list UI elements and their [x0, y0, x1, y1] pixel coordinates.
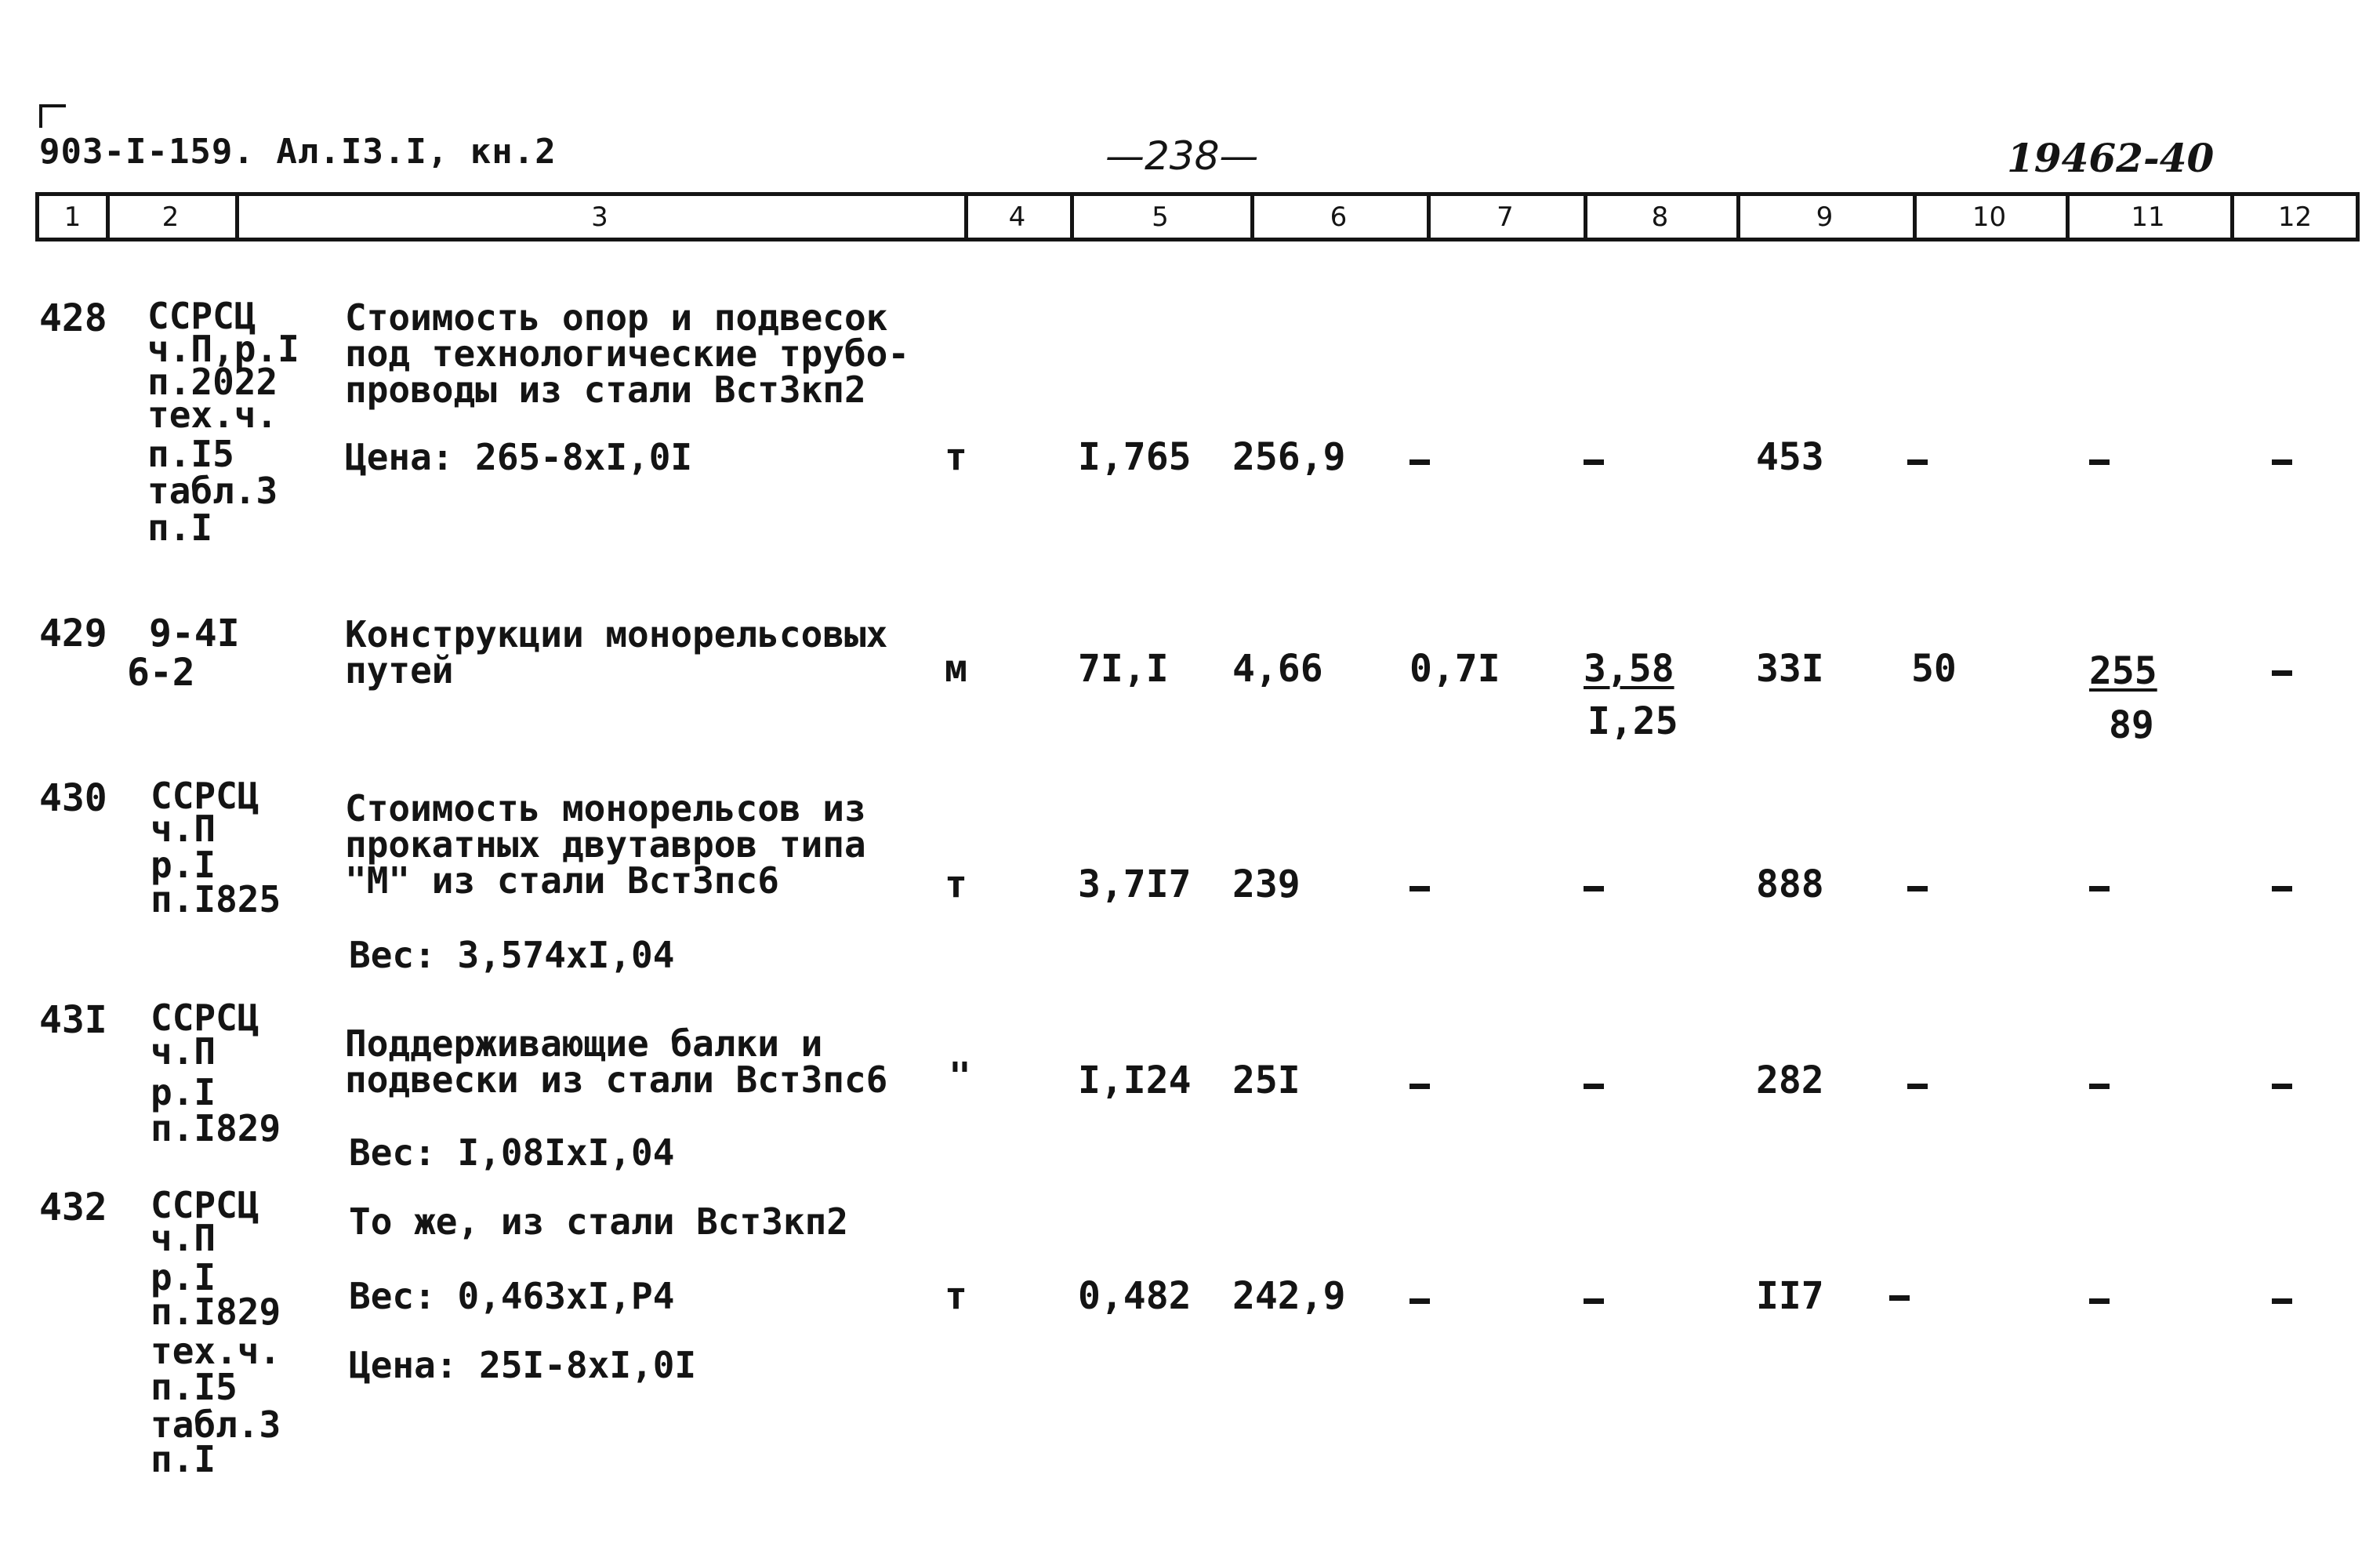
item-name-line: путей	[345, 649, 454, 692]
dash	[2089, 1298, 2110, 1304]
column-number: 11	[2131, 201, 2165, 233]
dash	[1409, 886, 1430, 891]
dash	[1584, 1298, 1604, 1304]
dash	[1409, 1298, 1430, 1304]
reference-line: п.I825	[151, 878, 281, 920]
item-note: Вес: I,08IхI,04	[349, 1131, 675, 1174]
row-number: 43I	[39, 998, 107, 1042]
dash	[1907, 1084, 1928, 1089]
document-code: 903-I-159. Ал.I3.I, кн.2	[39, 132, 557, 172]
quantity: I,765	[1078, 435, 1192, 479]
item-note: Вес: 3,574хI,04	[349, 934, 675, 976]
item-name-line: Конструкции монорельсовых	[345, 613, 888, 655]
dash	[2089, 459, 2110, 465]
dash	[1409, 459, 1430, 465]
unit: т	[945, 862, 967, 906]
item-name-line: проводы из стали ВстЗкп2	[345, 369, 866, 411]
dash	[1584, 886, 1604, 891]
item-name-line: прокатных двутавров типа	[345, 823, 866, 866]
item-name-line: подвески из стали ВстЗпс6	[345, 1058, 888, 1101]
column-number: 7	[1497, 201, 1514, 233]
value-col9: 33I	[1756, 647, 1824, 691]
reference-line: п.I829	[151, 1107, 281, 1149]
item-note: Цена: 25I-8хI,0I	[349, 1344, 697, 1386]
unit-price: 4,66	[1232, 647, 1323, 691]
row-number: 428	[39, 296, 107, 340]
row-number: 430	[39, 776, 107, 820]
unit-price: 25I	[1232, 1058, 1301, 1102]
value-col9: 453	[1756, 435, 1824, 479]
item-name-line: Поддерживающие балки и	[345, 1022, 823, 1065]
reference-line: п.I	[147, 507, 213, 549]
unit: "	[949, 1055, 971, 1098]
dash	[1409, 1084, 1430, 1089]
item-name-line: Стоимость опор и подвесок	[345, 296, 888, 339]
column-number: 4	[1008, 201, 1026, 233]
reference-line: тех.ч.	[151, 1330, 281, 1372]
column-number: 6	[1330, 201, 1348, 233]
dash	[1584, 1084, 1604, 1089]
item-name-line: под технологические трубо-	[345, 332, 910, 375]
value-col10: 50	[1911, 647, 1957, 691]
value-col8-top: 3,58	[1584, 647, 1674, 691]
value-col9: II7	[1756, 1274, 1824, 1318]
corner-mark	[39, 104, 66, 128]
column-number: 3	[591, 201, 608, 233]
dash	[2089, 1084, 2110, 1089]
unit-price: 242,9	[1232, 1274, 1346, 1318]
value-col9: 888	[1756, 862, 1824, 906]
reference-line: ч.П	[151, 1030, 216, 1073]
reference-line: ССРСЦ	[151, 997, 259, 1039]
reference-line: п.I829	[151, 1291, 281, 1333]
reference-line: ССРСЦ	[151, 775, 259, 817]
dash	[2272, 1084, 2292, 1089]
item-note: Цена: 265-8хI,0I	[345, 436, 693, 478]
dash	[2272, 670, 2292, 676]
dash	[1907, 459, 1928, 465]
item-name-line: "М" из стали ВстЗпс6	[345, 859, 779, 902]
reference-line: 9-4I	[149, 612, 240, 655]
dash	[2272, 886, 2292, 891]
dash	[1584, 459, 1604, 465]
unit: т	[945, 1274, 967, 1318]
stamp-number: 19462-40	[2007, 135, 2215, 181]
reference-line: ч.П	[151, 1217, 216, 1259]
unit: м	[945, 647, 967, 691]
reference-line: п.2022	[147, 361, 278, 403]
reference-line: ч.П	[151, 808, 216, 850]
reference-line: табл.3	[151, 1403, 281, 1446]
reference-line: 6-2	[127, 651, 195, 695]
column-number: 10	[1972, 201, 2007, 233]
page-number: —238—	[1105, 133, 1259, 179]
column-number: 8	[1651, 201, 1669, 233]
reference-line: р.I	[151, 1256, 216, 1298]
dash	[1907, 886, 1928, 891]
row-number: 432	[39, 1186, 107, 1229]
reference-line: п.I5	[151, 1366, 238, 1408]
item-note: Вес: 0,463хI,Р4	[349, 1275, 675, 1317]
quantity: 0,482	[1078, 1274, 1192, 1318]
value-col11-top: 255	[2089, 649, 2157, 693]
column-number: 5	[1152, 201, 1169, 233]
value-col9: 282	[1756, 1058, 1824, 1102]
value-col11-bottom: 89	[2109, 703, 2154, 747]
row-number: 429	[39, 612, 107, 655]
unit-price: 256,9	[1232, 435, 1346, 479]
column-number: 2	[161, 201, 180, 233]
item-name-line: Стоимость монорельсов из	[345, 787, 866, 830]
column-number-row	[35, 192, 2360, 241]
reference-line: п.I	[151, 1438, 216, 1480]
reference-line: тех.ч.	[147, 394, 278, 436]
unit: т	[945, 435, 967, 479]
dash	[2272, 459, 2292, 465]
reference-line: ССРСЦ	[151, 1184, 259, 1226]
column-number: 1	[63, 201, 82, 233]
quantity: 7I,I	[1078, 647, 1169, 691]
unit-price: 239	[1232, 862, 1301, 906]
reference-line: р.I	[151, 1071, 216, 1113]
column-number: 9	[1816, 201, 1834, 233]
reference-line: табл.3	[147, 470, 278, 512]
value-col7: 0,7I	[1409, 647, 1500, 691]
dash	[2272, 1298, 2292, 1304]
value-col8-bottom: I,25	[1587, 699, 1678, 743]
reference-line: ч.П,р.I	[147, 328, 299, 370]
dash	[2089, 886, 2110, 891]
reference-line: п.I5	[147, 433, 234, 475]
quantity: I,I24	[1078, 1058, 1192, 1102]
quantity: 3,7I7	[1078, 862, 1192, 906]
item-name-line: То же, из стали ВстЗкп2	[349, 1200, 848, 1243]
column-number: 12	[2277, 201, 2313, 233]
reference-line: ССРСЦ	[147, 295, 256, 337]
reference-line: р.I	[151, 844, 216, 886]
dash	[1889, 1295, 1910, 1301]
